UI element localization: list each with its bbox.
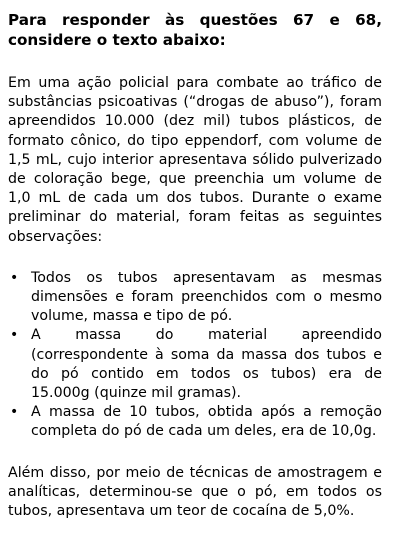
observation-text: A massa do material apreendido (correspondente à soma da massa dos tubos e do pó contido em todos os tubos) era de 15.000g (quinze mil gramas). <box>31 327 382 402</box>
observation-text: Todos os tubos apresentavam as mesmas dimensões e foram preenchidos com o mesmo volume, massa e tipo de pó. <box>31 269 382 325</box>
section-heading: Para responder às questões 67 e 68, considere o texto abaixo: <box>8 11 382 49</box>
closing-paragraph: Além disso, por meio de técnicas de amostragem e analíticas, determinou-se que o pó, em todos os tubos, apresentava um teor de cocaína de 5,0%. <box>8 464 382 520</box>
list-item <box>8 403 382 441</box>
bullet-icon: • <box>10 327 19 344</box>
observation-text: A massa de 10 tubos, obtida após a remoção completa do pó de cada um deles, era de 10,0g. <box>31 404 382 440</box>
observations-list <box>8 269 382 442</box>
bullet-icon: • <box>10 404 19 421</box>
intro-paragraph: Em uma ação policial para combate ao tráfico de substâncias psicoativas (“drogas de abuso”), foram apreendidos 10.000 (dez mil) tubos plásticos, de formato cônico, do tipo eppendorf, com volume de 1,5 mL, cujo interior apresentava sólido pulverizado de coloração bege, que preenchia um volume de 1,0 mL de cada um dos tubos. Durante o exame preliminar do material, foram feitas as seguintes observações: <box>8 75 382 245</box>
list-item <box>8 269 382 327</box>
list-item <box>8 326 382 403</box>
bullet-icon: • <box>10 269 19 286</box>
